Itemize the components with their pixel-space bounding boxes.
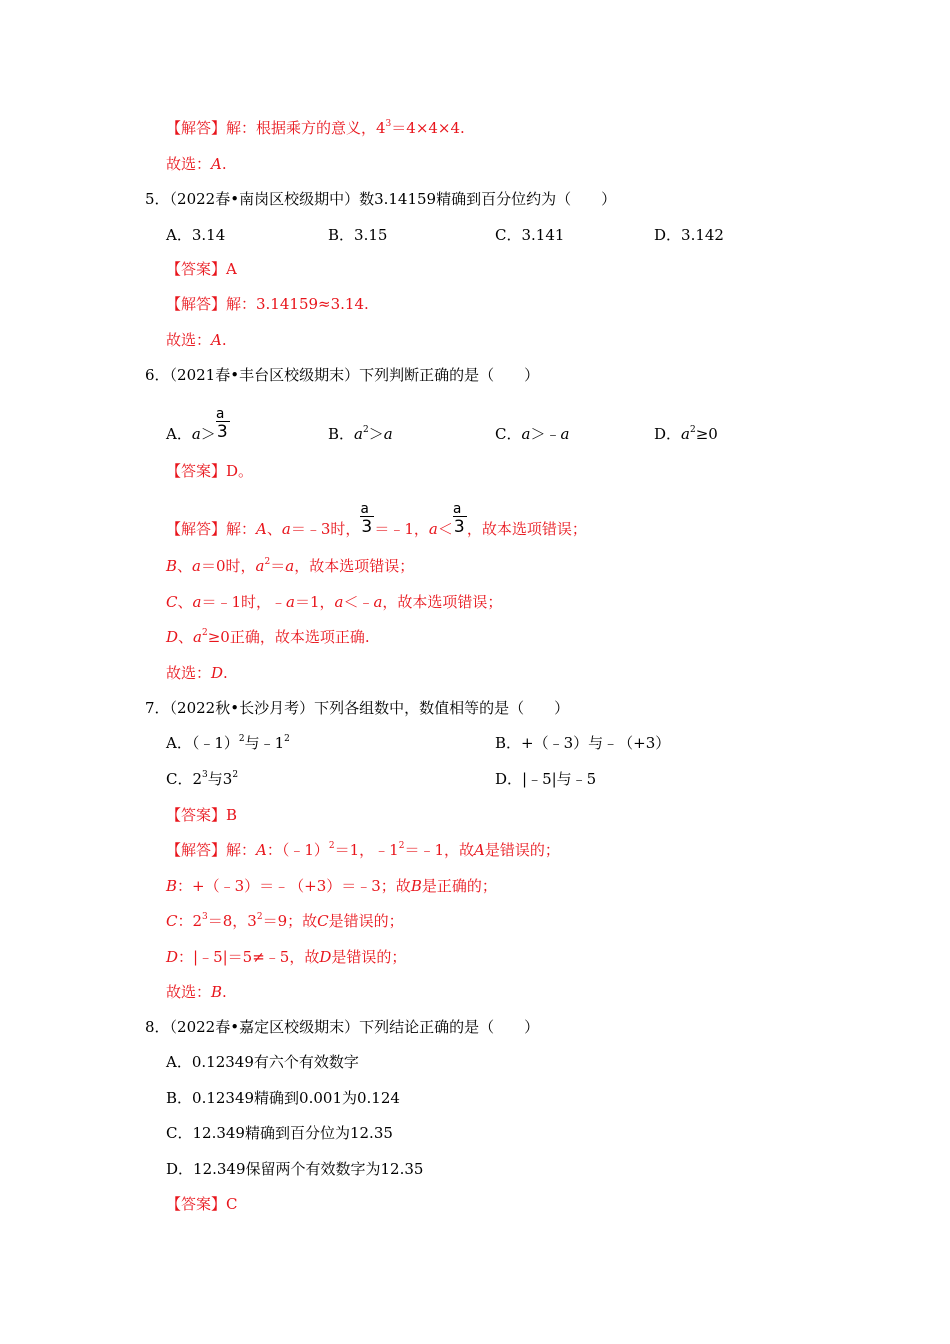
fraction-a-over-3: $\frac{a}{3}$ [360,519,374,539]
q6-option-a: A．a＞ $\frac{a}{3}$ [166,424,230,444]
q8-answer: 【答案】C [166,1195,238,1213]
q7-solution-a: 【解答】解：A：（﹣1）$^2$＝1，$﹣1^2=﹣1$，故A是错误的； [166,841,560,859]
q5-option-c: C．3.141 [495,226,565,244]
q6-choice: 故选：D. [166,664,228,682]
q6-option-c: C．a＞﹣a [495,425,570,443]
q7-option-c: C．$2^3$与$3^2$ [166,770,239,788]
q7-choice: 故选：B. [166,983,227,1001]
q6-option-d: D．$a^2\ge 0$ [654,425,718,443]
q6-stem: 6．（2021春•丰台区校级期末）下列判断正确的是（ ） [145,366,540,384]
q5-solution: 【解答】解：3.14159≈3.14. [166,295,369,313]
q7-option-b: B．+（﹣3）与﹣（+3） [495,734,671,752]
fraction-a-over-3: $\frac{a}{3}$ [216,424,230,444]
q5-option-b: B．3.15 [328,226,388,244]
q5-option-d: D．3.142 [654,226,724,244]
q7-solution-c: C：$2^3=8$，$3^2=9$；故C是错误的； [166,912,404,930]
q8-option-d: D．12.349保留两个有效数字为12.35 [166,1160,424,1178]
q7-option-d: D．|﹣5|与﹣5 [495,770,597,788]
q7-answer: 【答案】B [166,806,238,824]
q7-solution-b: B：+（﹣3）＝﹣（+3）＝﹣3；故B是正确的； [166,877,497,895]
q6-answer: 【答案】D。 [166,462,254,480]
q6-solution-b: B、a＝0时，$a^2=a$，故本选项错误； [166,557,415,575]
q5-stem: 5．（2022春•南岗区校级期中）数3.14159精确到百分位约为（ ） [145,190,617,208]
q7-solution-d: D：|﹣5|＝5≠﹣5，故D是错误的； [166,948,407,966]
q5-answer: 【答案】A [166,260,237,278]
q8-option-b: B．0.12349精确到0.001为0.124 [166,1089,400,1107]
q8-option-c: C．12.349精确到百分位为12.35 [166,1124,393,1142]
prev-solution-line: 【解答】解：根据乘方的意义，$4^3=4\times 4\times 4$. [166,119,465,137]
prev-choice-line: 故选：A. [166,155,227,173]
q6-solution-a: 【解答】解：A、a＝﹣3时， $\frac{a}{3}$ ＝﹣1，a＜ $\frac{a}{3}$ ，故本选项错误； [166,501,587,538]
q5-option-a: A．3.14 [166,226,226,244]
q7-stem: 7．（2022秋•长沙月考）下列各组数中，数值相等的是（ ） [145,699,570,717]
q8-option-a: A．0.12349有六个有效数字 [166,1053,359,1071]
fraction-a-over-3: $\frac{a}{3}$ [453,519,467,539]
q8-stem: 8．（2022春•嘉定区校级期末）下列结论正确的是（ ） [145,1018,540,1036]
q6-option-b: B．$a^2>a$ [328,425,393,443]
q6-solution-d: D、$a^2\ge 0$正确，故本选项正确. [166,628,370,646]
q5-choice: 故选：A. [166,331,227,349]
q6-solution-c: C、a＝﹣1时，﹣a＝1，a＜﹣a，故本选项错误； [166,593,503,611]
q7-option-a: A．（﹣1）$^2$与$﹣1^2$ [166,734,290,752]
